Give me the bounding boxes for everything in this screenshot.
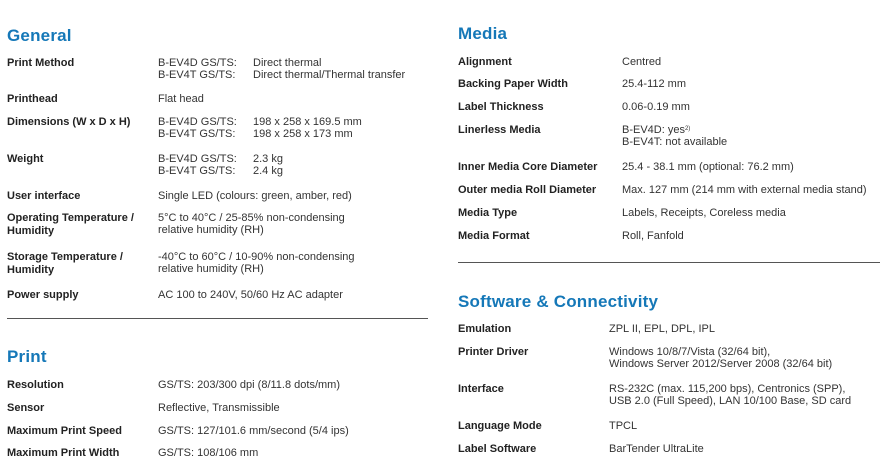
spec-value: GS/TS: 203/300 dpi (8/11.8 dots/mm) xyxy=(158,379,340,391)
spec-label: User interface xyxy=(7,190,81,202)
spec-value: Windows 10/8/7/Vista (32/64 bit), xyxy=(609,346,771,358)
section-title-media: Media xyxy=(458,24,508,43)
spec-value-text: B-EV4D: yes xyxy=(622,124,685,136)
section-divider xyxy=(458,262,880,263)
spec-label: Alignment xyxy=(458,56,512,68)
section-title-general: General xyxy=(7,26,72,45)
spec-value: -40°C to 60°C / 10-90% non-condensing xyxy=(158,251,355,263)
spec-value: 5°C to 40°C / 25-85% non-condensing xyxy=(158,212,345,224)
spec-label: Humidity xyxy=(7,264,55,276)
spec-value: Centred xyxy=(622,56,662,68)
spec-value: 198 x 258 x 169.5 mm xyxy=(253,116,362,128)
spec-value: Labels, Receipts, Coreless media xyxy=(622,207,786,219)
spec-label: Linerless Media xyxy=(458,124,541,136)
section-title-software-connectivity: Software & Connectivity xyxy=(458,292,659,311)
spec-value: relative humidity (RH) xyxy=(158,263,264,275)
spec-value: Direct thermal/Thermal transfer xyxy=(253,69,406,81)
spec-label: Weight xyxy=(7,153,44,165)
spec-label: Emulation xyxy=(458,323,512,335)
spec-value: Single LED (colours: green, amber, red) xyxy=(158,190,352,202)
spec-label: Maximum Print Width xyxy=(7,447,120,459)
spec-value: 2.3 kg xyxy=(253,153,283,165)
spec-value: Max. 127 mm (214 mm with external media stand) xyxy=(622,184,867,196)
spec-value: Reflective, Transmissible xyxy=(158,402,280,414)
spec-label: Maximum Print Speed xyxy=(7,425,122,437)
spec-label: Humidity xyxy=(7,225,55,237)
spec-label: Printhead xyxy=(7,93,58,105)
spec-value: 25.4-112 mm xyxy=(622,78,686,90)
spec-label: Label Software xyxy=(458,443,537,455)
model-label: B-EV4D GS/TS: xyxy=(158,57,237,69)
spec-value: 198 x 258 x 173 mm xyxy=(253,128,353,140)
spec-value: TPCL xyxy=(609,420,638,432)
spec-label: Print Method xyxy=(7,57,75,69)
spec-label: Printer Driver xyxy=(458,346,529,358)
spec-value: BarTender UltraLite xyxy=(609,443,704,455)
spec-label: Resolution xyxy=(7,379,64,391)
spec-value: GS/TS: 127/101.6 mm/second (5/4 ips) xyxy=(158,425,349,437)
model-label: B-EV4D GS/TS: xyxy=(158,116,237,128)
spec-value: Roll, Fanfold xyxy=(622,230,684,242)
section-divider xyxy=(7,318,428,319)
spec-value: GS/TS: 108/106 mm xyxy=(158,447,259,459)
spec-label: Interface xyxy=(458,383,504,395)
spec-label: Dimensions (W x D x H) xyxy=(7,116,131,128)
spec-value: ZPL II, EPL, DPL, IPL xyxy=(609,323,715,335)
model-label: B-EV4T GS/TS: xyxy=(158,165,236,177)
spec-value: relative humidity (RH) xyxy=(158,224,264,236)
spec-label: Inner Media Core Diameter xyxy=(458,161,598,173)
spec-value: RS-232C (max. 115,200 bps), Centronics (SPP), xyxy=(609,383,846,395)
spec-value: 25.4 - 38.1 mm (optional: 76.2 mm) xyxy=(622,161,794,173)
spec-value xyxy=(622,124,690,137)
left-column xyxy=(7,0,432,463)
section-title-print: Print xyxy=(7,347,47,366)
spec-value: Windows Server 2012/Server 2008 (32/64 bit) xyxy=(609,358,833,370)
spec-label: Operating Temperature / xyxy=(7,212,134,224)
right-column xyxy=(458,0,883,463)
spec-label: Language Mode xyxy=(458,420,542,432)
model-label: B-EV4D GS/TS: xyxy=(158,153,237,165)
spec-label: Media Type xyxy=(458,207,518,219)
spec-value: B-EV4T: not available xyxy=(622,136,728,148)
spec-value: AC 100 to 240V, 50/60 Hz AC adapter xyxy=(158,289,343,301)
model-label: B-EV4T GS/TS: xyxy=(158,128,236,140)
spec-value: 2.4 kg xyxy=(253,165,283,177)
spec-value: 0.06-0.19 mm xyxy=(622,101,690,113)
spec-label: Sensor xyxy=(7,402,45,414)
spec-label: Storage Temperature / xyxy=(7,251,123,263)
spec-label: Label Thickness xyxy=(458,101,544,113)
spec-label: Backing Paper Width xyxy=(458,78,568,90)
spec-label: Outer media Roll Diameter xyxy=(458,184,597,196)
spec-label: Media Format xyxy=(458,230,530,242)
spec-value: Flat head xyxy=(158,93,204,105)
spec-value: USB 2.0 (Full Speed), LAN 10/100 Base, SD card xyxy=(609,395,852,407)
model-label: B-EV4T GS/TS: xyxy=(158,69,236,81)
footnote-marker: 2) xyxy=(684,126,691,132)
spec-label: Power supply xyxy=(7,289,79,301)
spec-value: Direct thermal xyxy=(253,57,322,69)
